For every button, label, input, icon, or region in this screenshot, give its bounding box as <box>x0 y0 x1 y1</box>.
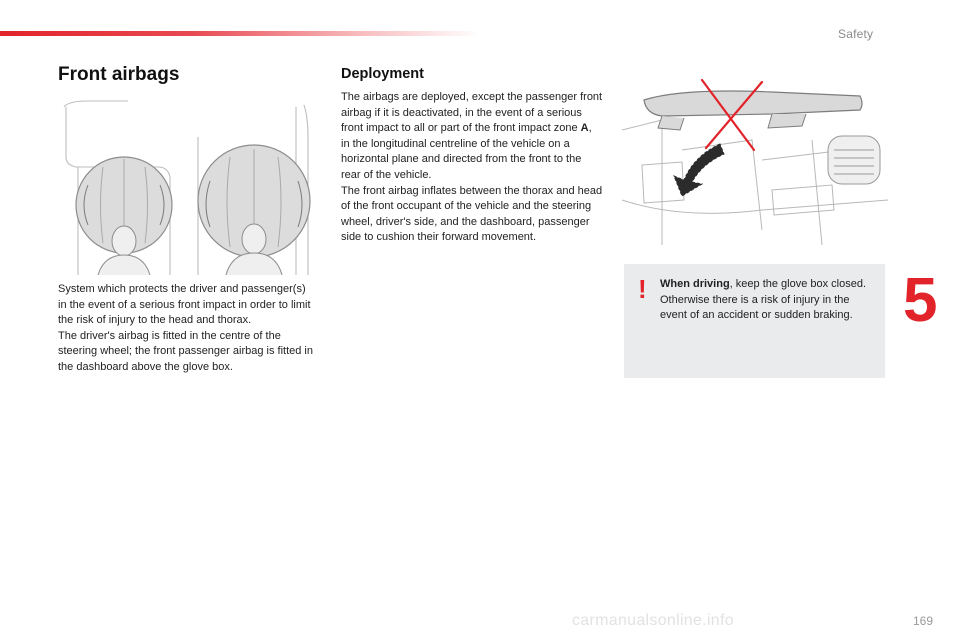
driver-airbag <box>76 157 172 275</box>
warning-message: , keep the glove box closed. Otherwise there is a risk of injury in the event of an accident or sudden braking. <box>660 278 867 322</box>
dashboard-drawing <box>622 70 888 245</box>
page-title: Front airbags <box>58 64 180 85</box>
deployment-text-b: , in the longitudinal centreline of the vehicle on a horizontal plane and directed from the front to the rear of the vehicle. <box>341 122 592 181</box>
warning-text <box>660 277 868 324</box>
deployment-description <box>341 90 603 246</box>
deployment-paragraph-1 <box>341 90 603 184</box>
deployment-heading: Deployment <box>341 66 424 82</box>
left-description <box>58 282 316 376</box>
air-vent <box>828 136 880 184</box>
left-paragraph-2: The driver's airbag is fitted in the centre of the steering wheel; the front passenger airbag is fitted in the dashboard above the glove box. <box>58 329 313 373</box>
airbag-occupants-drawing <box>58 97 316 275</box>
dashboard-glove-box-illustration <box>622 70 888 245</box>
header-accent-bar <box>0 31 480 36</box>
warning-bold-lead: When driving <box>660 278 730 290</box>
section-label: Safety <box>838 27 874 41</box>
deployment-paragraph-2: The front airbag inflates between the thorax and head of the front occupant of the vehicle and the steering wheel, driver's side, and the dashboard, passenger side to cushion their forward movement. <box>341 184 603 244</box>
chapter-number: 5 <box>903 266 938 335</box>
passenger-airbag-panel <box>644 91 862 130</box>
left-paragraph-1: System which protects the driver and passenger(s) in the event of a serious front impact in order to limit the risk of injury to the head and thorax. <box>58 283 311 327</box>
watermark: carmanualsonline.info <box>572 612 734 629</box>
impact-zone-label: A <box>580 122 589 135</box>
glove-box-opening-arrow-icon <box>674 144 724 196</box>
exclamation-warning-icon: ! <box>638 274 647 304</box>
deployment-text-a: The airbags are deployed, except the passenger front airbag if it is deactivated, in the event of a serious front impact to all or part of the front impact zone <box>341 91 603 135</box>
passenger-airbag <box>198 145 310 275</box>
warning-box <box>624 264 885 378</box>
driver-passenger-airbag-illustration <box>58 97 316 275</box>
page-number: 169 <box>913 614 934 628</box>
